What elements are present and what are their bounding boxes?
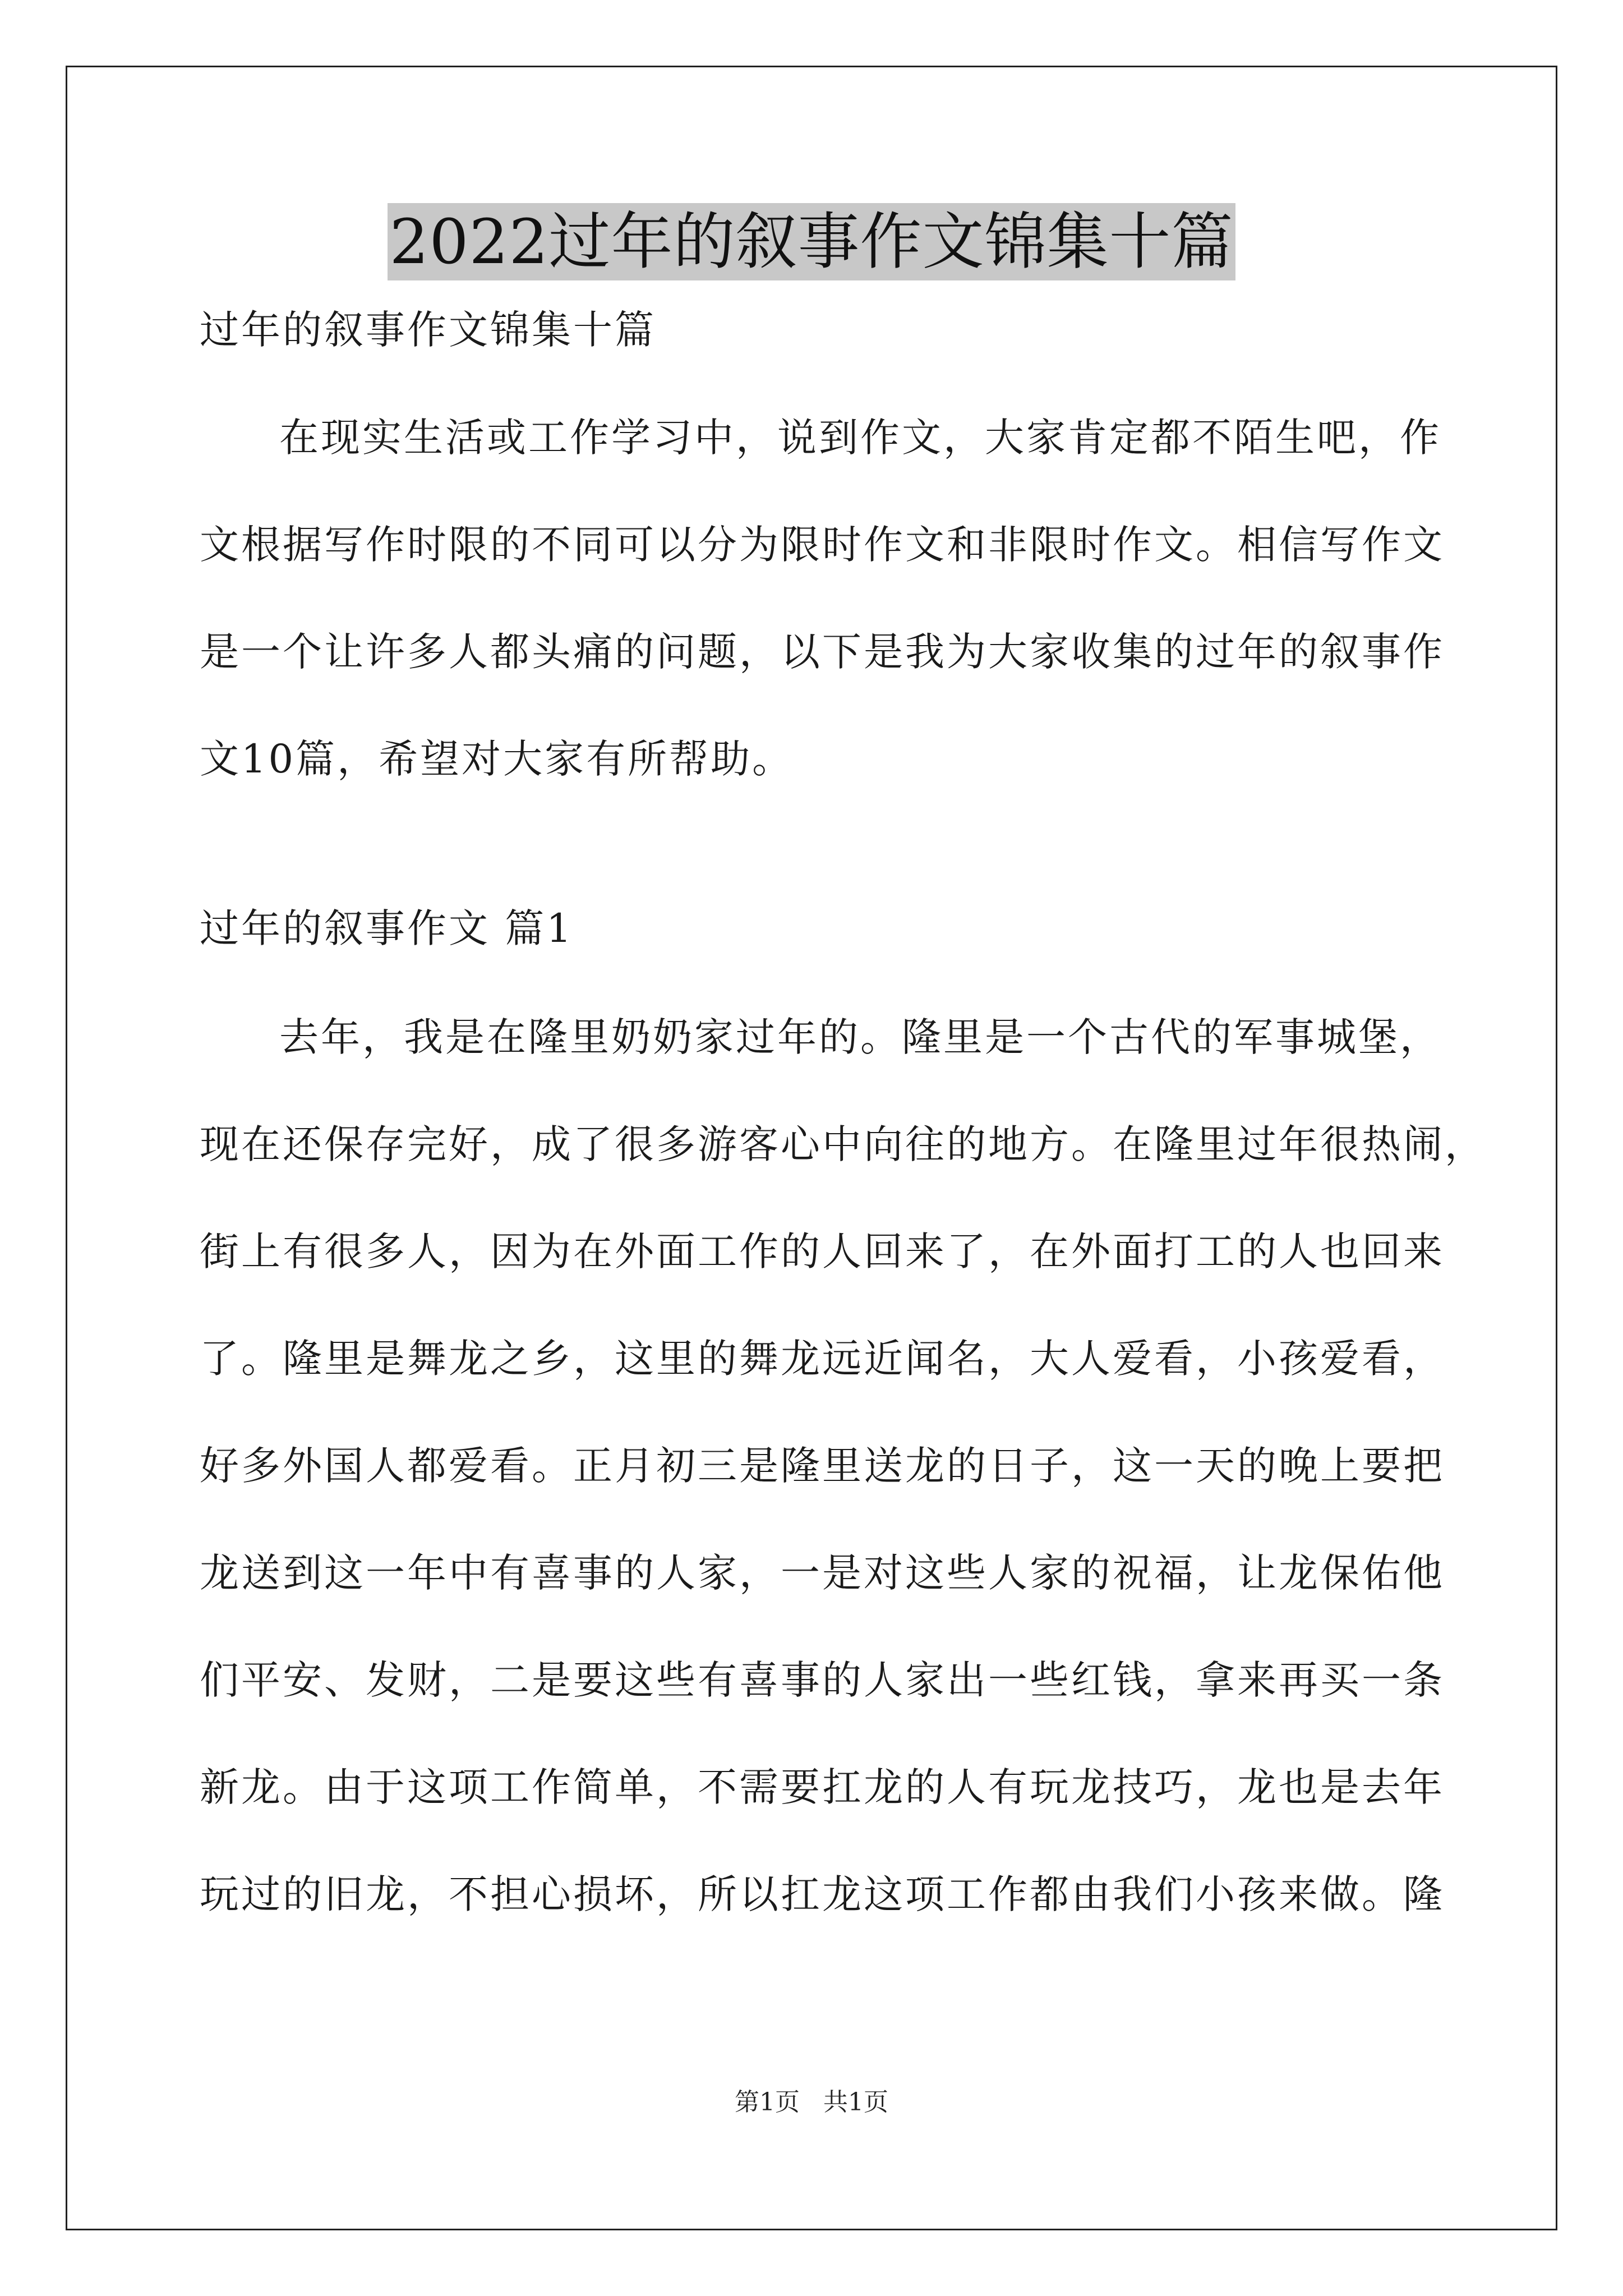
section-line: 了。隆里是舞龙之乡，这里的舞龙远近闻名，大人爱看，小孩爱看，: [200, 1336, 1445, 1382]
intro-line: 文根据写作时限的不同可以分为限时作文和非限时作文。相信写作文: [200, 522, 1445, 568]
section-line: 新龙。由于这项工作简单，不需要扛龙的人有玩龙技巧，龙也是去年: [200, 1764, 1445, 1810]
page-total: 共1页: [823, 2088, 888, 2116]
section-heading: 过年的叙事作文 篇1: [200, 905, 574, 951]
intro-line: 文10篇，希望对大家有所帮助。: [200, 736, 794, 782]
section-paragraph: [200, 1010, 1486, 1921]
page-footer: [0, 2086, 1623, 2119]
intro-line: 在现实生活或工作学习中，说到作文，大家肯定都不陌生吧，作: [279, 415, 1441, 461]
section-line: 好多外国人都爱看。正月初三是隆里送龙的日子，这一天的晚上要把: [200, 1443, 1445, 1489]
section-line: 玩过的旧龙，不担心损坏，所以扛龙这项工作都由我们小孩来做。隆: [200, 1871, 1445, 1917]
page-number: 第1页: [735, 2088, 800, 2116]
intro-paragraph: [200, 411, 1456, 786]
section-line: 们平安、发财，二是要这些有喜事的人家出一些红钱，拿来再买一条: [200, 1657, 1445, 1703]
title-container: [0, 203, 1623, 280]
document-subtitle: 过年的叙事作文锦集十篇: [200, 307, 656, 353]
intro-line: 是一个让许多人都头痛的问题，以下是我为大家收集的过年的叙事作: [200, 629, 1445, 675]
document-body: [200, 303, 1486, 1921]
section-line: 现在还保存完好，成了很多游客心中向往的地方。在隆里过年很热闹，: [200, 1121, 1486, 1167]
section-line: 街上有很多人，因为在外面工作的人回来了，在外面打工的人也回来: [200, 1228, 1445, 1274]
document-title: 2022过年的叙事作文锦集十篇: [388, 203, 1236, 280]
section-line: 龙送到这一年中有喜事的人家，一是对这些人家的祝福，让龙保佑他: [200, 1550, 1445, 1596]
section-line: 去年，我是在隆里奶奶家过年的。隆里是一个古代的军事城堡，: [279, 1014, 1441, 1060]
